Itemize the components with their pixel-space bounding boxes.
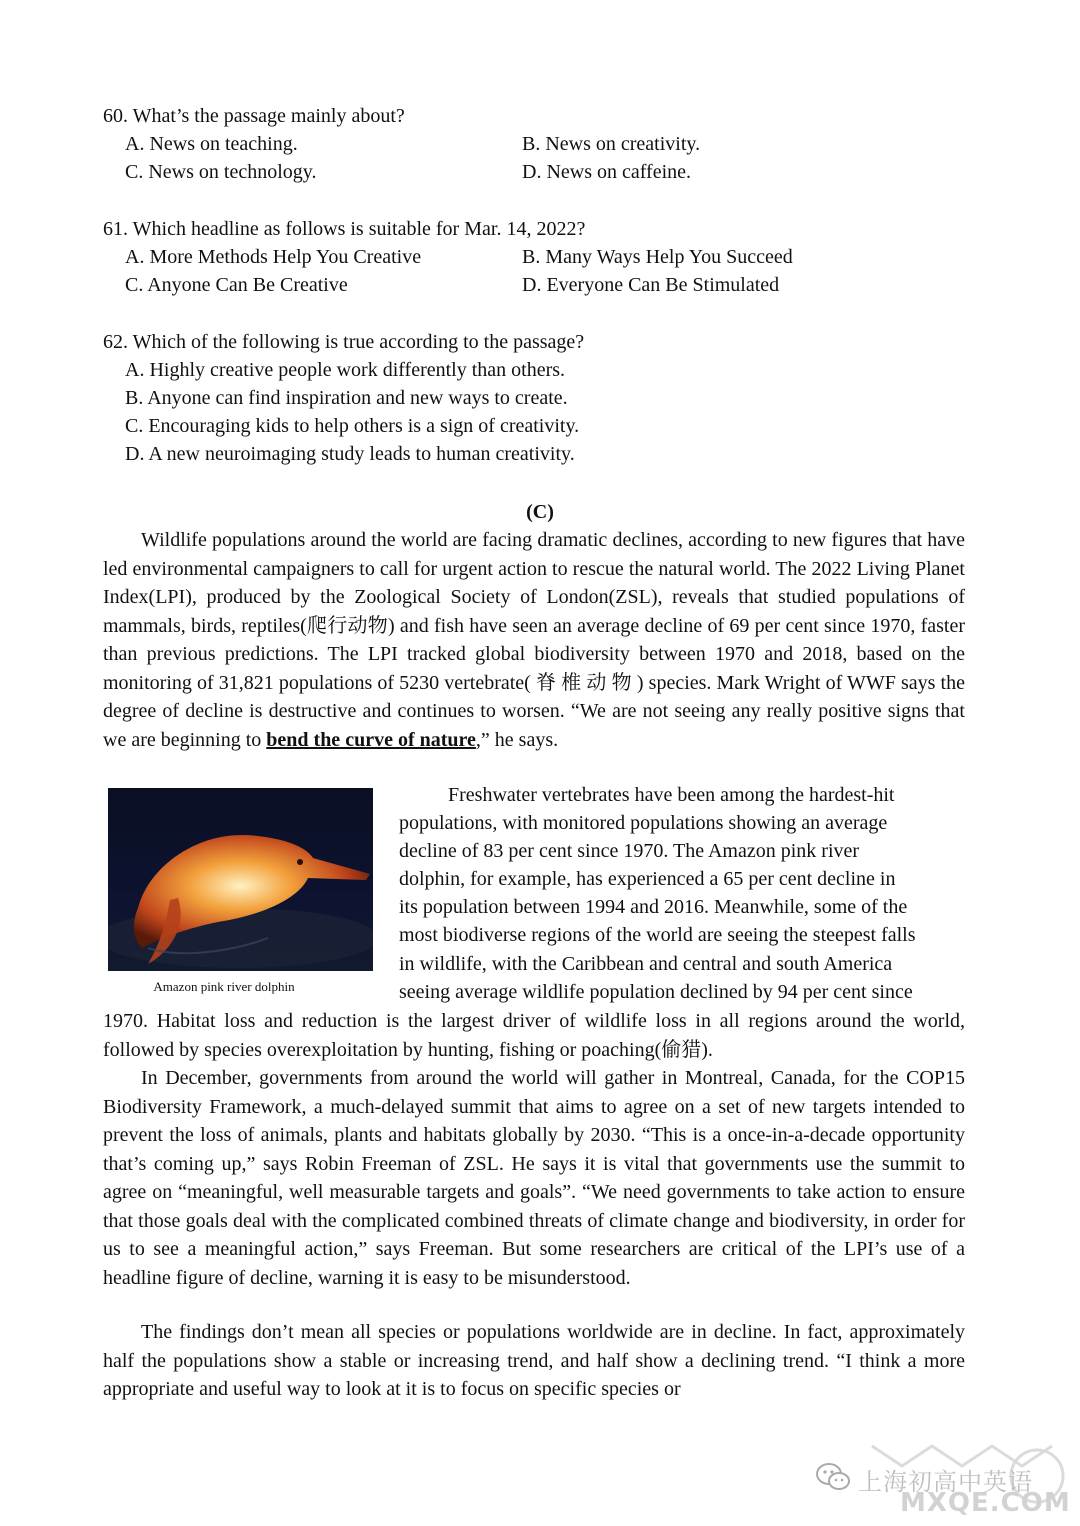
section-title: (C): [526, 501, 554, 523]
watermark-text: 上海初高中英语: [858, 1468, 1033, 1496]
question-stem: 61. Which headline as follows is suitable for Mar. 14, 2022?: [103, 218, 586, 240]
paragraph-2-line: populations, with monitored populations showing an average: [399, 812, 888, 834]
paragraph-2-line: dolphin, for example, has experienced a 65 per cent decline in: [399, 868, 896, 890]
paragraph-1: [103, 526, 965, 754]
paragraph-2-line: most biodiverse regions of the world are seeing the steepest falls: [399, 924, 916, 946]
option-b: B. News on creativity.: [522, 133, 701, 155]
option-b: B. Many Ways Help You Succeed: [522, 246, 793, 268]
option-c: C. Encouraging kids to help others is a sign of creativity.: [125, 415, 580, 437]
paragraph-1-text: Wildlife populations around the world are facing dramatic declines, according to new figures that have led environmental campaigners to call for urgent action to rescue the natural world. The 2022 Living Planet Index(LPI), produced by the Zoological Society of London(ZSL), reveals that studied populations of mammals, birds, reptiles(爬行动物) and fish have seen an average decline of 69 per cent since 1970, faster than previous predictions. The LPI tracked global biodiversity between 1970 and 2018, based on the monitoring of 31,821 populations of 5230 vertebrate( 脊 椎 动 物 ) species. Mark Wright of WWF says the degree of decline is destructive and continues to worsen. “We are not seeing any really positive signs that we are beginning to: [103, 529, 965, 751]
underlined-phrase: bend the curve of nature: [266, 728, 476, 751]
question-62: [103, 328, 965, 468]
option-a: A. News on teaching.: [125, 133, 298, 155]
question-stem: 60. What’s the passage mainly about?: [103, 105, 405, 127]
paragraph-2-line: in wildlife, with the Caribbean and central and south America: [399, 953, 893, 975]
question-stem: 62. Which of the following is true according to the passage?: [103, 331, 585, 353]
paragraph-2-line: seeing average wildlife population declined by 94 per cent since: [399, 981, 913, 1003]
paragraph-2-line: Freshwater vertebrates have been among the hardest-hit: [448, 784, 895, 806]
paragraph-2-rest: 1970. Habitat loss and reduction is the largest driver of wildlife loss in all regions around the world, followed by species overexploitation by hunting, fishing or poaching(偷猎).: [103, 1010, 965, 1061]
paragraph-3: In December, governments from around the world will gather in Montreal, Canada, for the COP15 Biodiversity Framework, a much-delayed summit that aims to agree on a set of new targets intended to prevent the loss of animals, plants and habitats globally by 2030. “This is a once-in-a-decade opportunity that’s coming up,” says Robin Freeman of ZSL. He says it is vital that governments use the summit to agree on “meaningful, well measurable targets and goals”. “We need governments to take action to ensure that those goals deal with the complicated combined threats of climate change and biodiversity, in order for us to see a meaningful action,” says Freeman. But some researchers are critical of the LPI’s use of a headline figure of decline, warning it is easy to be misunderstood.: [103, 1067, 965, 1289]
option-a: A. More Methods Help You Creative: [125, 246, 422, 268]
question-61: [103, 215, 965, 299]
figure: [108, 788, 373, 995]
paragraph-2-line: its population between 1994 and 2016. Meanwhile, some of the: [399, 896, 908, 918]
question-60: [103, 102, 965, 186]
option-d: D. Everyone Can Be Stimulated: [522, 274, 780, 296]
option-b: B. Anyone can find inspiration and new ways to create.: [125, 387, 568, 409]
option-d: D. A new neuroimaging study leads to human creativity.: [125, 443, 575, 465]
options: [103, 243, 965, 299]
option-c: C. Anyone Can Be Creative: [125, 274, 348, 296]
figure-caption: Amazon pink river dolphin: [153, 979, 295, 994]
option-c: C. News on technology.: [125, 161, 317, 183]
option-d: D. News on caffeine.: [522, 161, 692, 183]
option-a: A. Highly creative people work differently than others.: [125, 359, 566, 381]
paragraph-4: The findings don’t mean all species or populations worldwide are in decline. In fact, approximately half the populations show a stable or increasing trend, and half show a declining trend. “I think a more appropriate and useful way to look at it is to focus on specific species or: [103, 1321, 965, 1400]
options: [103, 356, 965, 468]
paragraph-2-line: decline of 83 per cent since 1970. The Amazon pink river: [399, 840, 860, 862]
wechat-icon: [815, 1462, 851, 1492]
options: [103, 130, 965, 186]
paragraph-1-end: ,” he says.: [475, 728, 559, 751]
dolphin-photo: [108, 788, 373, 971]
watermark-url: MXQE.COM: [900, 1488, 1071, 1518]
